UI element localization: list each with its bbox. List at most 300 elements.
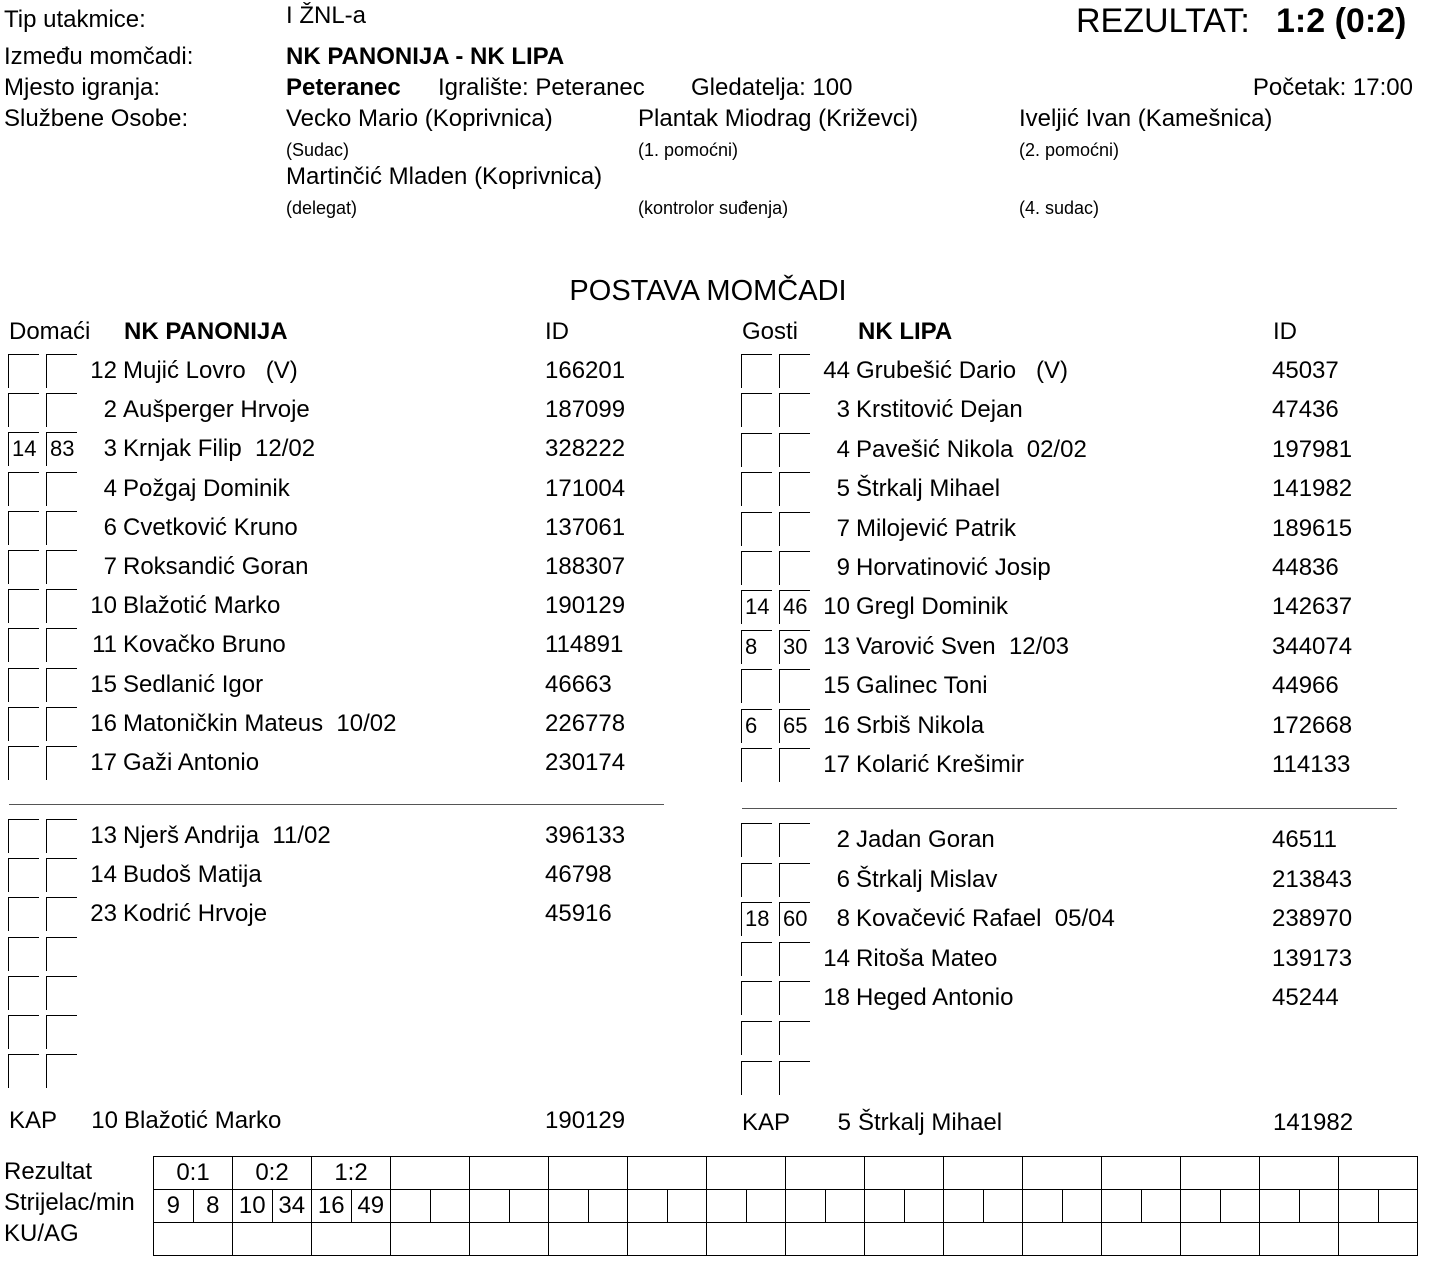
player-name: Krnjak Filip 12/02 xyxy=(123,435,316,463)
player-name: Kolarić Krešimir xyxy=(856,751,1025,778)
away-captain-id: 141982 xyxy=(1273,1109,1354,1136)
minute-box xyxy=(8,589,42,623)
scorer-cell: 16 xyxy=(312,1190,352,1223)
minute-box xyxy=(46,668,80,702)
kuag-cell xyxy=(1181,1223,1260,1256)
scorer-cell xyxy=(1023,1190,1063,1223)
home-team-name: NK PANONIJA xyxy=(124,318,288,345)
player-row xyxy=(8,747,648,779)
start-text: Početak: 17:00 xyxy=(1252,74,1413,101)
player-id: 114133 xyxy=(1272,751,1351,778)
minute-box xyxy=(8,1015,42,1049)
player-number: 13 xyxy=(90,822,117,849)
minute-box xyxy=(741,393,775,427)
scorer-cell xyxy=(825,1190,865,1223)
player-name: Grubešić Dario (V) xyxy=(856,357,1069,384)
minute-box xyxy=(46,628,80,662)
player-number: 23 xyxy=(90,900,117,928)
official-name: Vecko Mario (Koprivnica) xyxy=(286,105,553,132)
player-row xyxy=(741,670,1381,702)
scorer-cell xyxy=(549,1190,589,1223)
kuag-cell xyxy=(470,1223,549,1256)
minute-box xyxy=(8,976,42,1010)
player-id: 44836 xyxy=(1272,554,1339,581)
player-name: Ritoša Mateo xyxy=(856,944,998,972)
player-id: 344074 xyxy=(1272,632,1353,660)
official-name: Iveljić Ivan (Kamešnica) xyxy=(1019,105,1273,132)
official-role: (1. pomoćni) xyxy=(638,140,739,160)
player-number: 13 xyxy=(823,632,850,660)
minute-box xyxy=(46,511,80,545)
player-id: 172668 xyxy=(1272,711,1353,739)
player-row xyxy=(741,631,1381,663)
player-name: Pavešić Nikola 02/02 xyxy=(856,435,1087,463)
minute-box xyxy=(8,668,42,702)
player-row xyxy=(741,982,1381,1014)
player-id: 137061 xyxy=(545,513,626,541)
player-id: 190129 xyxy=(545,592,626,620)
official-name: Martinčić Mladen (Koprivnica) xyxy=(286,163,603,190)
minute-box xyxy=(779,863,813,897)
player-row xyxy=(8,859,648,891)
player-name: Krstitović Dejan xyxy=(856,396,1023,424)
away-captain-name: Štrkalj Mihael xyxy=(858,1109,1003,1136)
minute-box xyxy=(46,1015,80,1049)
player-name: Matoničkin Mateus 10/02 xyxy=(123,709,397,737)
player-id: 47436 xyxy=(1272,396,1339,424)
scorer-cell xyxy=(588,1190,628,1223)
away-captain-label: KAP xyxy=(742,1109,791,1136)
official-role: (delegat) xyxy=(286,198,358,218)
kuag-cell xyxy=(154,1223,233,1256)
result-cell xyxy=(1102,1157,1181,1190)
result-label: REZULTAT: xyxy=(1076,2,1250,40)
kuag-cell xyxy=(1023,1223,1102,1256)
scorer-cell xyxy=(628,1190,668,1223)
player-number: 16 xyxy=(90,709,117,737)
player-id: 166201 xyxy=(545,357,626,384)
minute-box xyxy=(8,472,42,506)
player-number: 12 xyxy=(90,357,117,384)
scorer-cell: 49 xyxy=(351,1190,391,1223)
player-name: Galinec Toni xyxy=(856,672,988,700)
player-number: 4 xyxy=(836,435,850,463)
minute-box xyxy=(741,354,775,388)
player-id: 189615 xyxy=(1272,514,1353,542)
result-value: 1:2 (0:2) xyxy=(1276,2,1407,40)
minute-box xyxy=(8,937,42,971)
official-role: (4. sudac) xyxy=(1019,198,1100,218)
scorer-cell xyxy=(509,1190,549,1223)
result-cell: 1:2 xyxy=(312,1157,391,1190)
player-id: 230174 xyxy=(545,749,626,776)
minute-box xyxy=(46,897,80,931)
player-row xyxy=(8,551,648,583)
player-number: 6 xyxy=(836,865,850,893)
minute-box xyxy=(46,707,80,741)
minute-box xyxy=(8,393,42,427)
minute-box xyxy=(8,897,42,931)
minute-box xyxy=(779,433,813,467)
player-name: Horvatinović Josip xyxy=(856,554,1051,581)
player-number: 17 xyxy=(823,751,850,778)
player-name: Štrkalj Mislav xyxy=(856,865,998,893)
player-name: Budoš Matija xyxy=(123,861,262,889)
kuag-cell xyxy=(865,1223,944,1256)
minute-box xyxy=(741,748,775,782)
minute-box xyxy=(779,981,813,1015)
scorer-cell xyxy=(391,1190,431,1223)
player-row xyxy=(741,864,1381,896)
player-name: Kovačević Rafael 05/04 xyxy=(856,905,1115,933)
player-id: 396133 xyxy=(545,822,626,849)
player-id: 197981 xyxy=(1272,435,1353,463)
kuag-cell xyxy=(1260,1223,1339,1256)
result-cell xyxy=(1181,1157,1260,1190)
away-divider xyxy=(742,808,1397,809)
officials-label: Službene Osobe: xyxy=(4,105,189,132)
player-id: 139173 xyxy=(1272,944,1353,972)
minute-box xyxy=(779,823,813,857)
scorer-cell xyxy=(746,1190,786,1223)
player-row xyxy=(8,938,648,970)
kuag-cell xyxy=(312,1223,391,1256)
scorer-cell xyxy=(786,1190,826,1223)
result-cell xyxy=(470,1157,549,1190)
minute-box: 18 xyxy=(741,902,775,936)
official-name: Plantak Miodrag (Križevci) xyxy=(638,105,919,132)
spectators-text: Gledatelja: 100 xyxy=(691,74,853,101)
scorer-cell: 9 xyxy=(154,1190,194,1223)
tip-value: I ŽNL-a xyxy=(286,2,367,29)
scorer-cell xyxy=(944,1190,984,1223)
player-row xyxy=(741,824,1381,856)
result-cell xyxy=(1023,1157,1102,1190)
minute-box: 46 xyxy=(779,590,813,624)
scorer-cell xyxy=(904,1190,944,1223)
result-cell xyxy=(628,1157,707,1190)
player-name: Sedlanić Igor xyxy=(123,670,264,698)
player-name: Kovačko Bruno xyxy=(123,631,286,659)
scorer-cell xyxy=(1062,1190,1102,1223)
player-id: 226778 xyxy=(545,709,626,737)
scorer-cell xyxy=(1299,1190,1339,1223)
minute-box xyxy=(779,942,813,976)
minute-box xyxy=(46,393,80,427)
player-row xyxy=(741,1062,1381,1094)
player-id: 45244 xyxy=(1272,984,1339,1012)
player-row xyxy=(8,394,648,426)
player-id: 46663 xyxy=(545,670,612,698)
home-side-label: Domaći xyxy=(9,318,91,345)
scorer-cell: 10 xyxy=(233,1190,273,1223)
player-number: 5 xyxy=(836,475,850,503)
minute-box xyxy=(8,707,42,741)
minute-box xyxy=(779,512,813,546)
field-text: Igralište: Peteranec xyxy=(438,74,645,101)
minute-box xyxy=(46,354,80,388)
player-number: 3 xyxy=(836,396,850,424)
minute-box xyxy=(8,550,42,584)
player-row xyxy=(8,708,648,740)
minute-box xyxy=(8,511,42,545)
minute-box: 6 xyxy=(741,709,775,743)
kuag-cell xyxy=(628,1223,707,1256)
player-row xyxy=(8,1016,648,1048)
player-row xyxy=(8,820,648,852)
player-name: Mujić Lovro (V) xyxy=(123,357,298,384)
minute-box: 60 xyxy=(779,902,813,936)
minute-box: 83 xyxy=(46,432,80,466)
minute-box xyxy=(8,628,42,662)
tip-label: Tip utakmice: xyxy=(4,6,146,33)
scorer-cell xyxy=(1220,1190,1260,1223)
player-row xyxy=(8,669,648,701)
minute-box xyxy=(779,354,813,388)
player-row xyxy=(741,1022,1381,1054)
home-captain-number: 10 xyxy=(91,1107,118,1134)
player-id: 114891 xyxy=(545,631,624,659)
between-label: Između momčadi: xyxy=(4,43,194,70)
kuag-cell xyxy=(549,1223,628,1256)
away-team-name: NK LIPA xyxy=(858,318,953,345)
player-number: 17 xyxy=(90,749,117,776)
player-number: 7 xyxy=(836,514,850,542)
player-row xyxy=(741,903,1381,935)
player-name: Štrkalj Mihael xyxy=(856,475,1001,503)
minute-box xyxy=(779,1061,813,1095)
player-row xyxy=(8,512,648,544)
player-number: 10 xyxy=(90,592,117,620)
player-row xyxy=(741,943,1381,975)
scorer-cell xyxy=(1378,1190,1418,1223)
away-side-label: Gosti xyxy=(742,318,799,345)
official-role: (kontrolor suđenja) xyxy=(638,198,789,218)
player-name: Blažotić Marko xyxy=(123,592,281,620)
player-id: 141982 xyxy=(1272,475,1353,503)
player-name: Varović Sven 12/03 xyxy=(856,632,1070,660)
minute-box xyxy=(741,942,775,976)
player-name: Aušperger Hrvoje xyxy=(123,396,310,424)
lineup-title: POSTAVA MOMČADI xyxy=(569,275,847,307)
result-cell xyxy=(707,1157,786,1190)
scorer-cell xyxy=(667,1190,707,1223)
minute-box xyxy=(46,937,80,971)
minute-box: 8 xyxy=(741,630,775,664)
between-value: NK PANONIJA - NK LIPA xyxy=(286,43,565,70)
score-label-kuag: KU/AG xyxy=(4,1220,79,1247)
minute-box xyxy=(779,1021,813,1055)
player-row xyxy=(741,513,1381,545)
minute-box xyxy=(741,1061,775,1095)
player-id: 142637 xyxy=(1272,593,1353,621)
kuag-cell xyxy=(944,1223,1023,1256)
player-id: 44966 xyxy=(1272,672,1339,700)
player-name: Gregl Dominik xyxy=(856,593,1009,621)
player-row xyxy=(741,552,1381,584)
player-name: Srbiš Nikola xyxy=(856,711,985,739)
minute-box xyxy=(46,1054,80,1088)
player-name: Požgaj Dominik xyxy=(123,474,290,502)
player-id: 45037 xyxy=(1272,357,1339,384)
scorer-cell xyxy=(470,1190,510,1223)
player-number: 9 xyxy=(836,554,850,581)
away-id-header: ID xyxy=(1273,318,1297,345)
minute-box xyxy=(779,669,813,703)
kuag-cell xyxy=(707,1223,786,1256)
player-row xyxy=(8,1055,648,1087)
score-table xyxy=(153,1156,1418,1256)
minute-box xyxy=(741,551,775,585)
minute-box xyxy=(779,393,813,427)
home-captain-id: 190129 xyxy=(545,1107,626,1134)
minute-box xyxy=(46,976,80,1010)
minute-box xyxy=(741,823,775,857)
player-id: 187099 xyxy=(545,396,626,424)
place-value: Peteranec xyxy=(286,74,401,101)
player-id: 46511 xyxy=(1272,826,1337,853)
player-row xyxy=(8,433,648,465)
official-role: (Sudac) xyxy=(286,140,350,160)
kuag-cell xyxy=(391,1223,470,1256)
player-number: 4 xyxy=(103,474,117,502)
player-id: 328222 xyxy=(545,435,626,463)
player-number: 16 xyxy=(823,711,850,739)
result-cell: 0:2 xyxy=(233,1157,312,1190)
minute-box xyxy=(46,472,80,506)
player-number: 8 xyxy=(836,905,850,933)
scorer-cell xyxy=(865,1190,905,1223)
minute-box xyxy=(8,858,42,892)
minute-box xyxy=(46,589,80,623)
player-row xyxy=(741,749,1381,781)
player-number: 6 xyxy=(103,513,117,541)
player-id: 46798 xyxy=(545,861,612,889)
player-row xyxy=(8,977,648,1009)
player-name: Milojević Patrik xyxy=(856,514,1017,542)
minute-box xyxy=(46,550,80,584)
scorer-cell xyxy=(1141,1190,1181,1223)
home-divider xyxy=(9,804,664,805)
home-captain-name: Blažotić Marko xyxy=(124,1107,282,1134)
player-name: Gaži Antonio xyxy=(123,749,260,776)
player-id: 45916 xyxy=(545,900,612,928)
kuag-cell xyxy=(786,1223,865,1256)
kuag-cell xyxy=(1339,1223,1418,1256)
minute-box xyxy=(741,1021,775,1055)
player-number: 15 xyxy=(90,670,117,698)
scorer-cell xyxy=(707,1190,747,1223)
player-id: 188307 xyxy=(545,553,626,580)
player-row xyxy=(741,710,1381,742)
minute-box xyxy=(8,746,42,780)
official-role: (2. pomoćni) xyxy=(1019,140,1120,160)
result-cell xyxy=(391,1157,470,1190)
result-cell xyxy=(944,1157,1023,1190)
player-name: Jadan Goran xyxy=(856,826,995,853)
kuag-cell xyxy=(233,1223,312,1256)
result-cell xyxy=(786,1157,865,1190)
player-row xyxy=(8,355,648,387)
minute-box xyxy=(779,472,813,506)
player-number: 2 xyxy=(836,826,850,853)
minute-box xyxy=(741,981,775,1015)
away-captain-number: 5 xyxy=(837,1109,851,1136)
player-row xyxy=(741,434,1381,466)
player-number: 44 xyxy=(823,357,850,384)
place-label: Mjesto igranja: xyxy=(4,74,161,101)
player-name: Kodrić Hrvoje xyxy=(123,900,268,928)
player-row xyxy=(741,473,1381,505)
player-number: 14 xyxy=(90,861,117,889)
result-cell xyxy=(1260,1157,1339,1190)
minute-box xyxy=(46,746,80,780)
home-captain-label: KAP xyxy=(9,1107,58,1134)
minute-box xyxy=(46,858,80,892)
minute-box xyxy=(46,819,80,853)
player-name: Heged Antonio xyxy=(856,984,1014,1012)
player-number: 10 xyxy=(823,593,850,621)
result-cell xyxy=(549,1157,628,1190)
scorer-cell xyxy=(1260,1190,1300,1223)
scorer-cell xyxy=(983,1190,1023,1223)
player-number: 3 xyxy=(103,435,117,463)
player-row xyxy=(8,590,648,622)
result-cell xyxy=(865,1157,944,1190)
player-row xyxy=(741,394,1381,426)
minute-box xyxy=(8,354,42,388)
minute-box xyxy=(741,472,775,506)
player-id: 238970 xyxy=(1272,905,1353,933)
scorer-cell xyxy=(1339,1190,1379,1223)
minute-box xyxy=(741,433,775,467)
player-number: 2 xyxy=(103,396,117,424)
minute-box xyxy=(8,1054,42,1088)
score-label-scorer: Strijelac/min xyxy=(4,1189,135,1216)
minute-box xyxy=(779,551,813,585)
minute-box: 30 xyxy=(779,630,813,664)
player-row xyxy=(8,473,648,505)
minute-box xyxy=(741,863,775,897)
minute-box: 14 xyxy=(8,432,42,466)
player-number: 14 xyxy=(823,944,850,972)
player-id: 213843 xyxy=(1272,865,1353,893)
player-name: Njerš Andrija 11/02 xyxy=(123,822,331,849)
result-cell xyxy=(1339,1157,1418,1190)
player-name: Roksandić Goran xyxy=(123,553,309,580)
minute-box: 65 xyxy=(779,709,813,743)
minute-box xyxy=(741,512,775,546)
scorer-cell: 34 xyxy=(272,1190,312,1223)
score-label-result: Rezultat xyxy=(4,1158,93,1185)
player-name: Cvetković Kruno xyxy=(123,513,298,541)
scorer-cell: 8 xyxy=(193,1190,233,1223)
player-row xyxy=(741,355,1381,387)
player-number: 15 xyxy=(823,672,850,700)
player-number: 18 xyxy=(823,984,850,1012)
minute-box xyxy=(741,669,775,703)
player-row xyxy=(741,591,1381,623)
minute-box: 14 xyxy=(741,590,775,624)
kuag-cell xyxy=(1102,1223,1181,1256)
player-number: 7 xyxy=(103,553,117,580)
player-number: 11 xyxy=(92,631,117,659)
scorer-cell xyxy=(1181,1190,1221,1223)
result-cell: 0:1 xyxy=(154,1157,233,1190)
minute-box xyxy=(8,819,42,853)
home-id-header: ID xyxy=(545,318,569,345)
scorer-cell xyxy=(1102,1190,1142,1223)
